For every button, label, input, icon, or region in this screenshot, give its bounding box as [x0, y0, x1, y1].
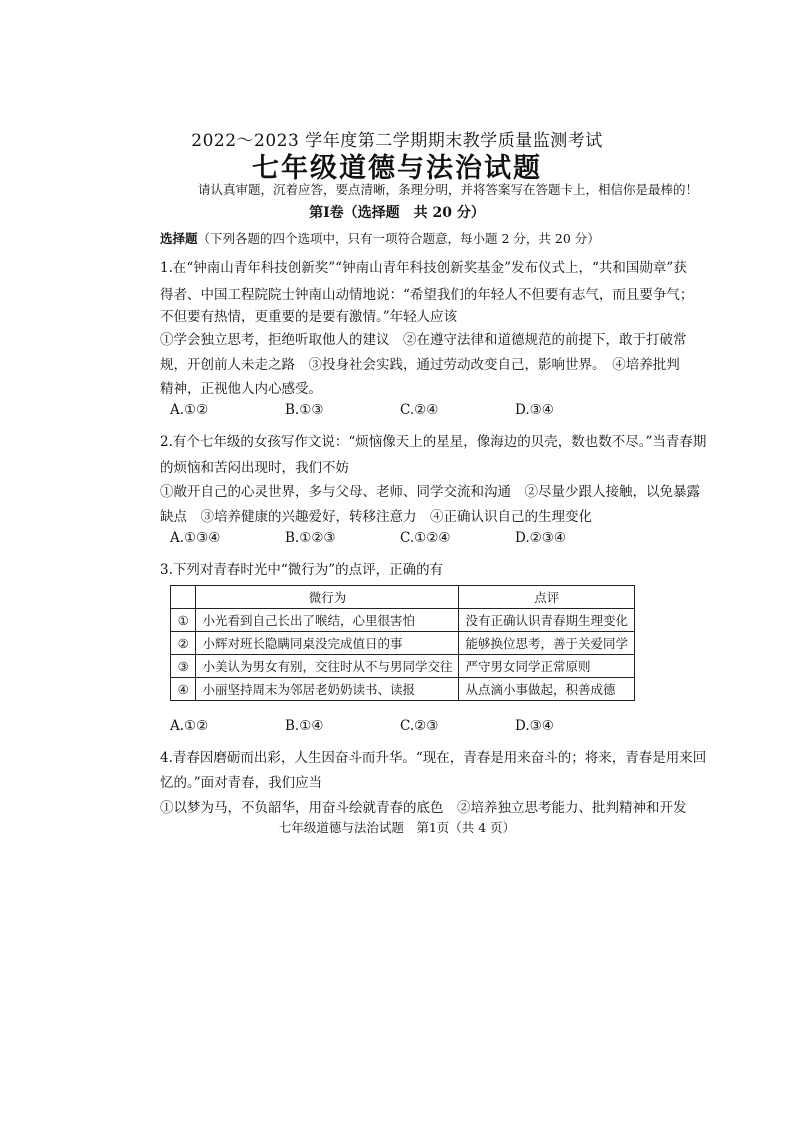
table-row: [171, 632, 635, 655]
table-row: [171, 609, 635, 632]
q2-line-4: 缺点 ③培养健康的兴趣爱好，转移注意力 ④正确认识自己的生理变化: [160, 509, 592, 525]
table-cell-index: ④: [171, 678, 196, 701]
section-title: [160, 229, 600, 247]
table-header-row: [171, 586, 635, 609]
q1-line-3: 不但要有热情，更重要的是要有激情。”年轻人应该: [160, 309, 458, 325]
table-cell-comment: 严守男女同学正常原则: [459, 655, 635, 678]
table-cell-index: ①: [171, 609, 196, 632]
q4-line-1: 4.青春因磨砺而出彩，人生因奋斗而升华。“现在，青春是用来奋斗的；将来，青春是用来回: [160, 750, 707, 766]
table-header-cell: 点评: [459, 586, 635, 609]
q4-line-3: ①以梦为马，不负韶华，用奋斗绘就青春的底色 ②培养独立思考能力、批判精神和开发: [160, 800, 687, 816]
q2-line-2: 的烦恼和苦闷出现时，我们不妨: [160, 460, 349, 476]
q1-option-b[interactable]: B.①③: [285, 402, 324, 418]
q1-line-1: 1.在“钟南山青年科技创新奖”“钟南山青年科技创新奖基金”发布仪式上，“共和国勋章”获: [160, 260, 687, 276]
q2-option-d[interactable]: D.②③④: [515, 530, 566, 546]
section-label: 选择题: [160, 231, 198, 246]
table-cell-comment: 从点滴小事做起，积善成德: [459, 678, 635, 701]
q2-option-c[interactable]: C.①②④: [400, 530, 451, 546]
q3-table: [170, 585, 635, 701]
exam-title: 2022～2023 学年度第二学期期末教学质量监测考试: [191, 131, 603, 151]
table-cell-behavior: 小丽坚持周末为邻居老奶奶读书、读报: [196, 678, 459, 701]
q1-option-d[interactable]: D.③④: [515, 402, 554, 418]
q3-option-a[interactable]: A.①②: [170, 718, 209, 734]
q3-option-b[interactable]: B.①④: [285, 718, 324, 734]
subject-title: 七年级道德与法治试题: [252, 153, 542, 184]
table-row: [171, 678, 635, 701]
q1-line-5: 规，开创前人未走之路 ③投身社会实践，通过劳动改变自己，影响世界。 ④培养批判: [160, 357, 680, 373]
q3-line-1: 3.下列对青春时光中“微行为”的点评，正确的有: [160, 562, 444, 578]
q1-line-2: 得者、中国工程院院士钟南山动情地说：“希望我们的年轻人不但要有志气，而且要争气；: [160, 287, 694, 303]
table-cell-index: ②: [171, 632, 196, 655]
q4-line-2: 忆的。”面对青春，我们应当: [160, 775, 323, 791]
table-cell-behavior: 小美认为男女有别，交往时从不与男同学交往: [196, 655, 459, 678]
q2-option-b[interactable]: B.①②③: [285, 530, 336, 546]
part-title: 第Ⅰ卷（选择题 共 20 分）: [309, 205, 485, 221]
instruction-text: 请认真审题，沉着应答，要点清晰，条理分明，并将答案写在答题卡上，相信你是最棒的！: [198, 182, 699, 197]
q1-option-c[interactable]: C.②④: [400, 402, 439, 418]
q3-option-d[interactable]: D.③④: [515, 718, 554, 734]
q1-line-4: ①学会独立思考，拒绝听取他人的建议 ②在遵守法律和道德规范的前提下，敢于打破常: [160, 332, 687, 348]
q2-line-3: ①敞开自己的心灵世界，多与父母、老师、同学交流和沟通 ②尽量少跟人接触，以免暴露: [160, 484, 700, 500]
table-header-cell: 微行为: [196, 586, 459, 609]
q3-option-c[interactable]: C.②③: [400, 718, 439, 734]
section-note: （下列各题的四个选项中，只有一项符合题意，每小题 2 分，共 20 分）: [197, 231, 600, 246]
table-cell-index: ③: [171, 655, 196, 678]
table-row: [171, 655, 635, 678]
table-cell-comment: 能够换位思考，善于关爱同学: [459, 632, 635, 655]
q2-option-a[interactable]: A.①③④: [170, 530, 221, 546]
page-footer: 七年级道德与法治试题 第1页（共 4 页）: [278, 820, 516, 835]
q2-line-1: 2.有个七年级的女孩写作文说：“烦恼像天上的星星，像海边的贝壳，数也数不尽。”当青春期: [160, 434, 707, 450]
q1-line-6: 精神，正视他人内心感受。: [160, 381, 322, 397]
q1-option-a[interactable]: A.①②: [170, 402, 209, 418]
table-cell-behavior: 小光看到自己长出了喉结，心里很害怕: [196, 609, 459, 632]
table-cell-behavior: 小辉对班长隐瞒同桌没完成值日的事: [196, 632, 459, 655]
table-header-cell: [171, 586, 196, 609]
table-cell-comment: 没有正确认识青春期生理变化: [459, 609, 635, 632]
